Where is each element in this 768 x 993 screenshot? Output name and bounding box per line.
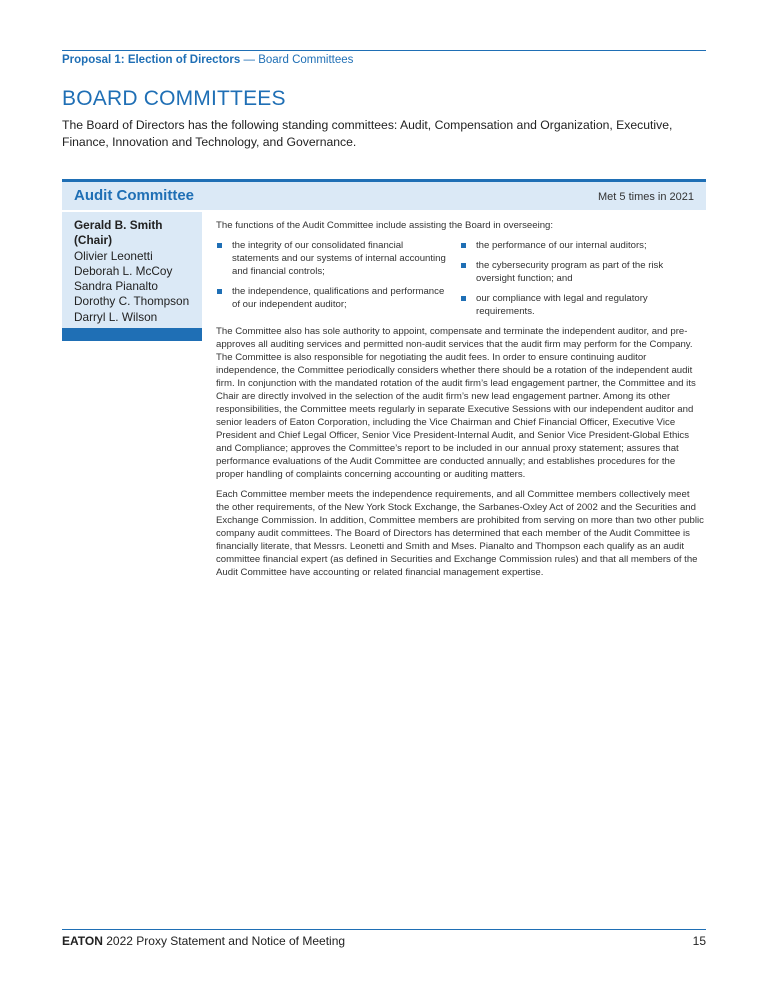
function-text: the cybersecurity program as part of the risk oversight function; and <box>476 260 664 284</box>
breadcrumb <box>62 54 353 66</box>
members-accent-bar <box>62 328 202 341</box>
functions-column-left <box>216 239 460 325</box>
function-item <box>216 239 452 278</box>
breadcrumb-subsection: Board Committees <box>258 54 354 66</box>
function-text: our compliance with legal and regulatory requirements. <box>476 293 648 317</box>
page-number: 15 <box>692 934 706 948</box>
independence-paragraph: Each Committee member meets the independence requirements, and all Committee members collectively meet the other requirements, of the New York Stock Exchange, the Sarbanes-Oxley Act of 2002 and the Securities and Exchange Commission. In addition, Committee members are prohibited from serving on more than two other public company audit committees. The Board of Directors has determined that each member of the Audit Committee is financially literate, that Messrs. Leonetti and Smith and Mses. Pianalto and Thompson each qualify as an audit committee financial expert (as defined in Securities and Exchange Commission rules) and that all members of the Audit Committee have accounting or related financial management expertise. <box>216 489 704 578</box>
committee-member: Dorothy C. Thompson <box>74 294 190 309</box>
committee-title: Audit Committee <box>74 187 194 204</box>
committee-members <box>62 212 202 328</box>
committee-description <box>216 219 704 586</box>
square-bullet-icon <box>461 263 466 268</box>
breadcrumb-section: Proposal 1: Election of Directors <box>62 54 241 66</box>
committee-header <box>62 182 706 210</box>
footer-brand: EATON <box>62 934 103 948</box>
square-bullet-icon <box>217 289 222 294</box>
function-item <box>460 259 704 285</box>
square-bullet-icon <box>461 243 466 248</box>
function-text: the performance of our internal auditors; <box>476 240 647 251</box>
intro-paragraph: The Board of Directors has the following standing committees: Audit, Compensation and Organization, Executive, Finance, Innovation and Technology, and Governance. <box>62 118 673 149</box>
committee-member: Deborah L. McCoy <box>74 263 173 278</box>
breadcrumb-separator: — <box>240 54 259 66</box>
committee-member: Olivier Leonetti <box>74 248 153 263</box>
footer-text: 2022 Proxy Statement and Notice of Meeting <box>102 934 346 948</box>
functions-lead: The functions of the Audit Committee include assisting the Board in overseeing: <box>216 220 554 231</box>
function-text: the integrity of our consolidated financial statements and our systems of internal accounting and financial controls; <box>232 240 446 277</box>
functions-list <box>216 239 704 325</box>
square-bullet-icon <box>217 243 222 248</box>
square-bullet-icon <box>461 296 466 301</box>
function-item <box>460 292 704 318</box>
footer-rule <box>62 929 706 930</box>
meetings-count: Met 5 times in 2021 <box>598 191 694 203</box>
function-item <box>460 239 704 252</box>
function-text: the independence, qualifications and performance of our independent auditor; <box>232 286 445 310</box>
committee-member: Darryl L. Wilson <box>74 309 158 324</box>
footer-title <box>62 934 345 948</box>
page-title: BOARD COMMITTEES <box>62 87 286 110</box>
committee-member: Sandra Pianalto <box>74 279 158 294</box>
responsibilities-paragraph: The Committee also has sole authority to appoint, compensate and terminate the independent auditor, and pre-approves all auditing services and permitted non-audit services that the audit firm may perform for the Company. The Committee is also responsible for negotiating the audit fees. In order to ensure continuing auditor independence, the Committee periodically considers whether there should be a rotation of the independent audit firm. In conjunction with the mandated rotation of the audit firm’s lead engagement partner, the Committee and its Chair are directly involved in the selection of the audit firm’s new lead engagement partner. Among its other responsibilities, the Committee meets regularly in separate Executive Sessions with our independent auditor and senior leaders of Eaton Corporation, including the Vice Chairman and Chief Financial Officer, Executive Vice President and Chief Legal Officer, Senior Vice President-Internal Audit, and Senior Vice President-Global Ethics and Compliance; approves the Committee’s report to be included in our annual proxy statement; assures that performance evaluations of the Audit Committee are conducted annually; and establishes procedures for the proper handling of complaints concerning accounting or auditing matters. <box>216 326 696 480</box>
function-item <box>216 285 452 311</box>
header-rule <box>62 50 706 51</box>
committee-chair: Gerald B. Smith (Chair) <box>74 218 163 248</box>
functions-column-right <box>460 239 704 325</box>
